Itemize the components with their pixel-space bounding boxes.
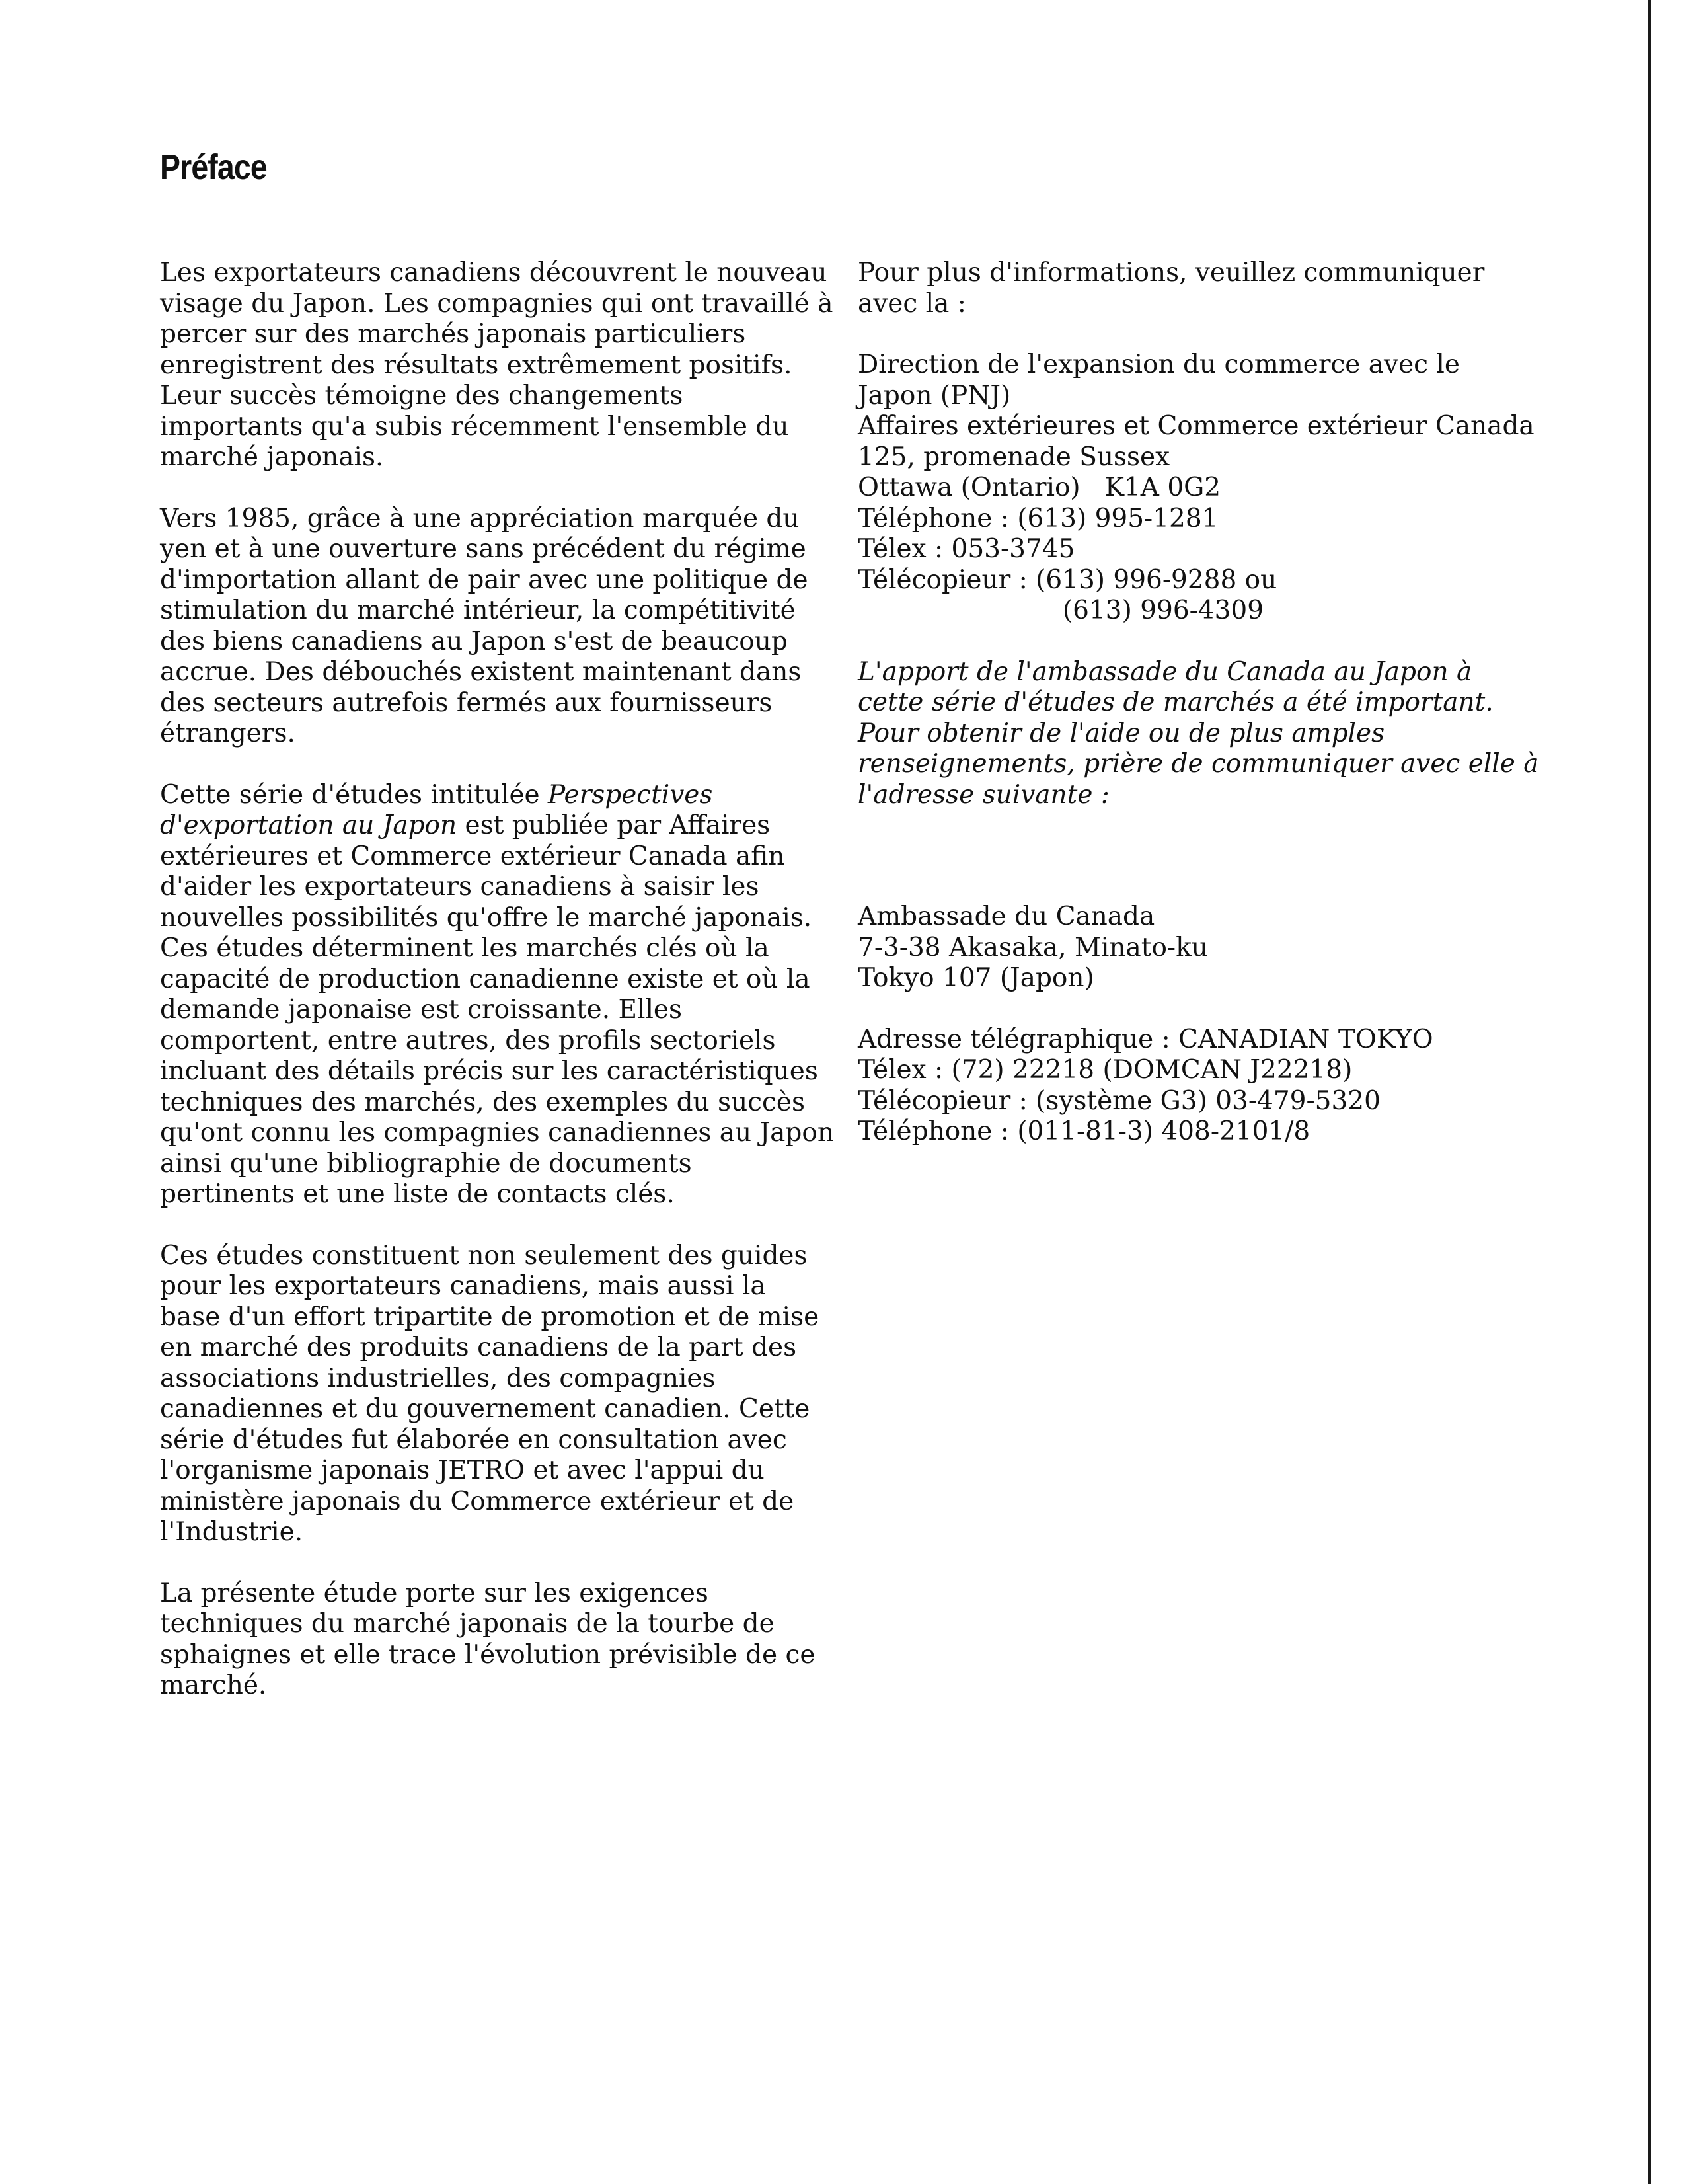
paragraph-study: La présente étude porte sur les exigences techniques du marché japonais de la tourbe de sphaignes et elle trace l'évolution prévisible de ce marché. [160, 1578, 816, 1700]
embassy-contacts-block [858, 1025, 1545, 1148]
paragraph-intro: Les exportateurs canadiens découvrent le nouveau visage du Japon. Les compagnies qui ont travaillé à percer sur des marchés japonais particuliers enregistrent des résultats extrêmement positifs. Leur succès témoigne des changements importants qu'a subis récemment l'ensemble du marché japonais. [160, 258, 833, 472]
paragraph-series [160, 780, 834, 1210]
address-line: Téléphone : (613) 995-1281 [858, 503, 1219, 533]
series-text-before: Cette série d'études intitulée [160, 779, 548, 810]
series-title: Perspectives d'exportation au Japon [160, 779, 713, 840]
series-text-after: est publiée par Affaires extérieures et Commerce extérieur Canada afin d'aider les exportateurs canadiens à saisir les nouvelles possibilités qu'offre le marché japonais. Ces études déterminent les marchés clés où la capacité de production canadienne existe et où la demande japonaise est croissante. Elles comportent, entre autres, des profils sectoriels incluant des détails précis sur les caractéristiques techniques des marchés, des exemples du succès qu'ont connu les compagnies canadiennes au Japon ainsi qu'une bibliographie de documents pertinents et une liste de contacts clés. [160, 810, 834, 1209]
address-line: Japon (PNJ) [858, 380, 1011, 410]
address-line: Télex : 053-3745 [858, 534, 1075, 564]
contact-line: Téléphone : (011-81-3) 408-2101/8 [858, 1116, 1310, 1146]
address-line: 7-3-38 Akasaka, Minato-ku [858, 932, 1208, 962]
contact-line: Télex : (72) 22218 (DOMCAN J22218) [858, 1055, 1353, 1085]
embassy-address-block [858, 902, 1545, 994]
address-line: Tokyo 107 (Japon) [858, 963, 1094, 993]
address-line: Direction de l'expansion du commerce avec le [858, 350, 1460, 379]
address-line: Affaires extérieures et Commerce extérieur Canada [858, 411, 1535, 441]
page-title: Préface [160, 147, 267, 187]
paragraph-guides: Ces études constituent non seulement des guides pour les exportateurs canadiens, mais aussi la base d'un effort tripartite de promotion et de mise en marché des produits canadiens de la part des associations industrielles, des compagnies canadiennes et du gouvernement canadien. Cette série d'études fut élaborée en consultation avec l'organisme japonais JETRO et avec l'appui du ministère japonais du Commerce extérieur et de l'Industrie. [160, 1240, 819, 1547]
contact-line: Télécopieur : (système G3) 03-479-5320 [858, 1085, 1381, 1116]
page-edge-line [1648, 0, 1651, 2184]
paragraph-yen: Vers 1985, grâce à une appréciation marquée du yen et à une ouverture sans précédent du régime d'importation allant de pair avec une politique de stimulation du marché intérieur, la compétitivité des biens canadiens au Japon s'est de beaucoup accrue. Des débouchés existent maintenant dans des secteurs autrefois fermés aux fournisseurs étrangers. [160, 503, 808, 748]
contact-intro: Pour plus d'informations, veuillez communiquer avec la : [858, 258, 1485, 319]
address-line: Ottawa (Ontario) K1A 0G2 [858, 473, 1221, 502]
address-line: Télécopieur : (613) 996-9288 ou [858, 565, 1277, 595]
address-line: 125, promenade Sussex [858, 442, 1170, 472]
right-column [858, 258, 1545, 1178]
contact-line: Adresse télégraphique : CANADIAN TOKYO [858, 1024, 1433, 1054]
embassy-note: L'apport de l'ambassade du Canada au Japon à cette série d'études de marchés a été important. Pour obtenir de l'aide ou de plus amples renseignements, prière de communiquer avec elle à l'adresse suivante : [858, 656, 1539, 810]
direction-address-block [858, 350, 1545, 627]
spacer [858, 841, 1545, 902]
address-line: (613) 996-4309 [858, 596, 1264, 625]
address-line: Ambassade du Canada [858, 902, 1155, 931]
left-column [160, 258, 834, 1732]
